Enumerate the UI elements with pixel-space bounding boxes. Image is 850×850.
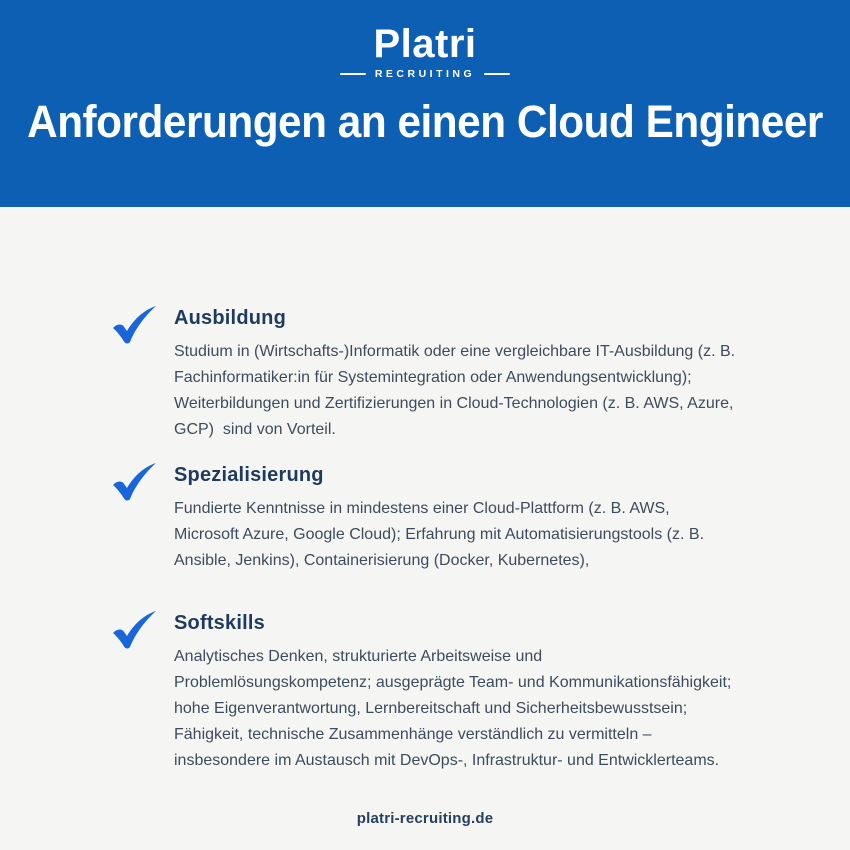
section-body: Analytisches Denken, strukturierte Arbeitsweise und Problemlösungskompetenz; ausgeprägte Team- und Kommunikationsfähigkeit; hohe Eigenverantwortung, Lernbereitschaft und Sicherheitsbewusstsein; Fähigkeit, technische Zusammenhänge verständlich zu vermitteln – insbesondere im Austausch mit DevOps-, Infrastruktur- und Entwicklerteams. — [174, 648, 736, 769]
section-body: Fundierte Kenntnisse in mindestens einer Cloud-Plattform (z. B. AWS, Microsoft Azure, Google Cloud); Erfahrung mit Automatisierungstools (z. B. Ansible, Jenkins), Containerisierung (Docker, Kubernetes), — [174, 500, 708, 569]
footer — [0, 810, 850, 828]
check-column — [110, 464, 158, 574]
brand-name: Platri — [373, 22, 477, 66]
sections-list — [0, 207, 850, 774]
section-heading: Ausbildung — [174, 307, 286, 329]
section-text — [174, 307, 740, 443]
section-ausbildung — [110, 307, 740, 443]
section-text — [174, 464, 737, 574]
page-title: Anforderungen an einen Cloud Engineer — [27, 96, 823, 147]
section-softskills — [110, 612, 737, 774]
check-column — [110, 612, 158, 774]
section-spezialisierung — [110, 464, 737, 574]
section-body: Studium in (Wirtschafts-)Informatik oder eine vergleichbare IT-Ausbildung (z. B. Fachinformatiker:in für Systemintegration oder Anwendungsentwicklung); Weiterbildungen und Zertifizierungen in Cloud-Technologien (z. B. AWS, Azure, GCP) sind von Vorteil. — [174, 343, 740, 438]
tagline-dash-left — [340, 73, 366, 75]
checkmark-icon — [110, 304, 158, 346]
brand-tagline-text: RECRUITING — [374, 68, 476, 80]
header-banner — [0, 0, 850, 207]
checkmark-icon — [110, 609, 158, 651]
check-column — [110, 307, 158, 443]
brand-logo — [340, 24, 510, 80]
tagline-dash-right — [484, 73, 510, 75]
checkmark-icon — [110, 461, 158, 503]
brand-tagline — [340, 68, 510, 80]
website-text: platri-recruiting.de — [356, 810, 494, 827]
section-heading: Spezialisierung — [174, 464, 324, 486]
section-text — [174, 612, 737, 774]
section-heading: Softskills — [174, 612, 265, 634]
